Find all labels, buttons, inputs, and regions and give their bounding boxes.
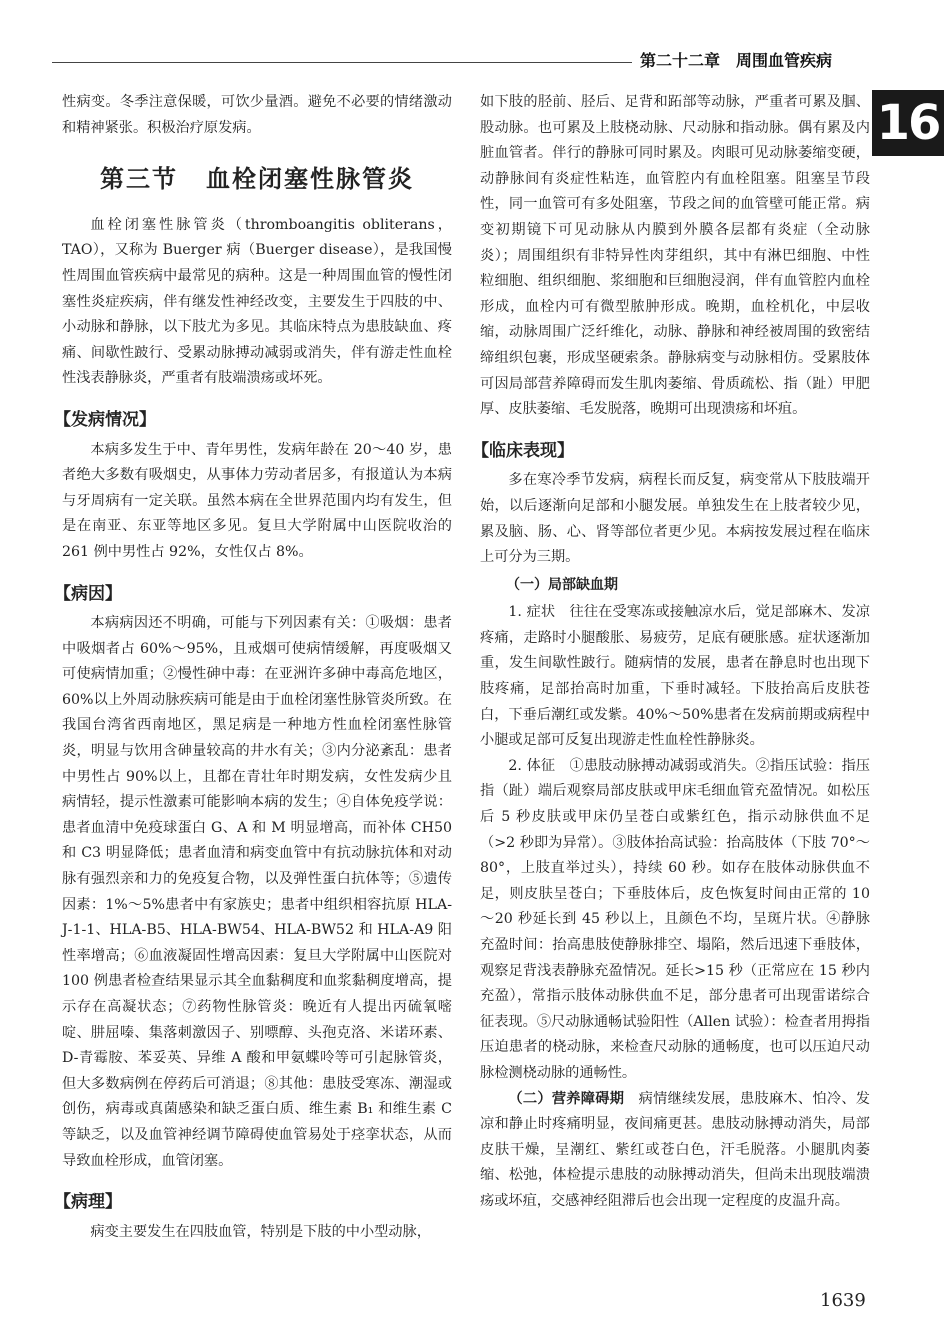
header-rule xyxy=(52,62,632,63)
etiology-heading: 【病因】 xyxy=(54,583,122,604)
section-title xyxy=(62,167,452,193)
symptoms-paragraph: 1. 症状 往往在受寒冻或接触凉水后，觉足部麻木、发凉疼痛，走路时小腿酸胀、易疲劳，足底有硬胀感。症状逐渐加重，发生间歇性跛行。随病情的发展，患者在静息时也出现下肢疼痛，足部抬高时加重，下垂时减轻。下肢抬高后皮肤苍白，下垂后潮红或发紫。40%～50%患者在发病前期或病程中小腿或足部可反复出现游走性血栓性静脉炎。 xyxy=(480,604,870,749)
clinical-heading: 【临床表现】 xyxy=(472,440,574,461)
pathology-continued: 如下肢的胫前、胫后、足背和跖部等动脉，严重者可累及腘、股动脉。也可累及上肢桡动脉、尺动脉和指动脉。偶有累及内脏血管者。伴行的静脉可同时累及。肉眼可见动脉萎缩变硬，动静脉间有炎症性粘连，血管腔内有血栓阻塞。阻塞呈节段性，同一血管可有多处阻塞，节段之间的血管壁可能正常。病变初期镜下可见动脉从内膜到外膜各层都有炎症（全动脉炎）；周围组织有非特异性肉芽组织，其中有淋巴细胞、中性粒细胞、组织细胞、浆细胞和巨细胞浸润，伴有血管腔内血栓形成，血栓内可有微型脓肿形成。晚期，血栓机化，中层收缩，动脉周围广泛纤维化，动脉、静脉和神经被周围的致密结缔组织包裹，形成坚硬索条。静脉病变与动脉相仿。受累肢体可因局部营养障碍而发生肌肉萎缩、骨质疏松、指（趾）甲肥厚、皮肤萎缩、毛发脱落，晚期可出现溃疡和坏疽。 xyxy=(480,94,870,418)
etiology-paragraph: 本病病因还不明确，可能与下列因素有关：①吸烟：患者中吸烟者占 60%～95%，且戒烟可使病情缓解，再度吸烟又可使病情加重；②慢性砷中毒：在亚洲许多砷中毒高危地区，60%以上外周动脉疾病可能是由于血栓闭塞性脉管炎所致。在我国台湾省西南地区，黑足病是一种地方性血栓闭塞性脉管炎，明显与饮用含砷量较高的井水有关；③内分泌紊乱：患者中男性占 90%以上，且都在青壮年时期发病，女性发病少且病情轻，提示性激素可能影响本病的发生；④自体免疫学说：患者血清中免疫球蛋白 G、A 和 M 明显增高，而补体 CH50 和 C3 明显降低；患者血清和病变血管中有抗动脉抗体和对动脉有强烈亲和力的免疫复合物，以及弹性蛋白抗体等；⑤遗传因素：1%～5%患者中有家族史；患者中组织相容抗原 HLA-J-1-1、HLA-B5、HLA-BW54、HLA-BW52 和 HLA-A9 阳性率增高；⑥血液凝固性增高因素：复旦大学附属中山医院对 100 例患者检查结果显示其全血黏稠度和血浆黏稠度增高，提示存在高凝状态；⑦药物性脉管炎：晚近有人提出丙硫氧嘧啶、肼屈嗪、集落刺激因子、别嘌醇、头孢克洛、米诺环素、D-青霉胺、苯妥英、异维 A 酸和甲氨蝶呤等可引起脉管炎，但大多数病例在停药后可消退；⑧其他：患肢受寒冻、潮湿或创伤，病毒或真菌感染和缺乏蛋白质、维生素 B₁ 和维生素 C 等缺乏，以及血管神经调节障碍使血管易处于痉挛状态，从而导致血栓形成，血管闭塞。 xyxy=(62,615,453,1169)
right-column xyxy=(472,90,870,1215)
stage1-heading: （一）局部缺血期 xyxy=(506,576,618,593)
intro-paragraph: 性病变。冬季注意保暖，可饮少量酒。避免不必要的情绪激动和精神紧张。积极治疗原发病。 xyxy=(62,94,452,136)
definition-paragraph: 血栓闭塞性脉管炎（thromboangitis obliterans，TAO），又称为 Buerger 病（Buerger disease），是我国慢性周围血管疾病中最常见的病种。这是一种周围血管的慢性闭塞性炎症疾病，伴有继发性神经改变，主要发生于四肢的中、小动脉和静脉，以下肢尤为多见。其临床特点为患肢缺血、疼痛、间歇性跛行、受累动脉搏动减弱或消失，伴有游走性血栓性浅表静脉炎，严重者有肢端溃疡或坏死。 xyxy=(62,216,452,387)
pathology-paragraph: 病变主要发生在四肢血管，特别是下肢的中小型动脉， xyxy=(90,1223,431,1240)
running-header: 第二十二章 周围血管疾病 xyxy=(640,51,833,70)
stage2-text: 病情继续发展，患肢麻木、怕冷、发凉和静止时疼痛明显，夜间痛更甚。患肢动脉搏动消失，局部皮肤干燥，呈潮红、紫红或苍白色，汗毛脱落。小腿肌肉萎缩、松弛，体检提示患肢的动脉搏动消失，但尚未出现肢端溃疡或坏疽，交感神经阻滞后也会出现一定程度的皮温升高。 xyxy=(480,1090,870,1209)
section-number: 第三节 xyxy=(100,165,178,194)
left-column xyxy=(54,90,453,1245)
incidence-heading: 【发病情况】 xyxy=(54,409,156,430)
page-number: 1639 xyxy=(820,1290,866,1311)
stage2-heading: （二）营养障碍期 xyxy=(508,1090,625,1107)
clinical-intro: 多在寒冷季节发病，病程长而反复，病变常从下肢肢端开始，以后逐渐向足部和小腿发展。单独发生在上肢者较少见，累及脑、肠、心、肾等部位者更少见。本病按发展过程在临床上可分为三期。 xyxy=(480,472,870,566)
chapter-number-tab: 16 xyxy=(872,90,944,156)
section-name: 血栓闭塞性脉管炎 xyxy=(206,165,414,194)
signs-paragraph: 2. 体征 ①患肢动脉搏动减弱或消失。②指压试验：指压指（趾）端后观察局部皮肤或甲床毛细血管充盈情况。如松压后 5 秒皮肤或甲床仍呈苍白或紫红色，指示动脉供血不足（>2 秒即为异常）。③肢体抬高试验：抬高肢体（下肢 70°～80°，上肢直举过头），持续 60 秒。如存在肢体动脉供血不足，则皮肤呈苍白；下垂肢体后，皮色恢复时间由正常的 10～20 秒延长到 45 秒以上，且颜色不均，呈斑片状。④静脉充盈时间：抬高患肢使静脉排空、塌陷，然后迅速下垂肢体，观察足背浅表静脉充盈情况。延长>15 秒（正常应在 15 秒内充盈），常指示肢体动脉供血不足，部分患者可出现雷诺综合征表现。⑤尺动脉通畅试验阳性（Allen 试验）：检查者用拇指压迫患者的桡动脉，来检查尺动脉的通畅度，也可以压迫尺动脉检测桡动脉的通畅性。 xyxy=(480,757,870,1081)
stage2-paragraph xyxy=(480,1087,870,1215)
pathology-heading: 【病理】 xyxy=(54,1192,122,1213)
incidence-paragraph: 本病多发生于中、青年男性，发病年龄在 20～40 岁，患者绝大多数有吸烟史，从事体力劳动者居多，有报道认为本病与牙周病有一定关联。虽然本病在全世界范围内均有发生，但是在南亚、东亚等地区多见。复旦大学附属中山医院收治的 261 例中男性占 92%，女性仅占 8%。 xyxy=(62,441,452,560)
